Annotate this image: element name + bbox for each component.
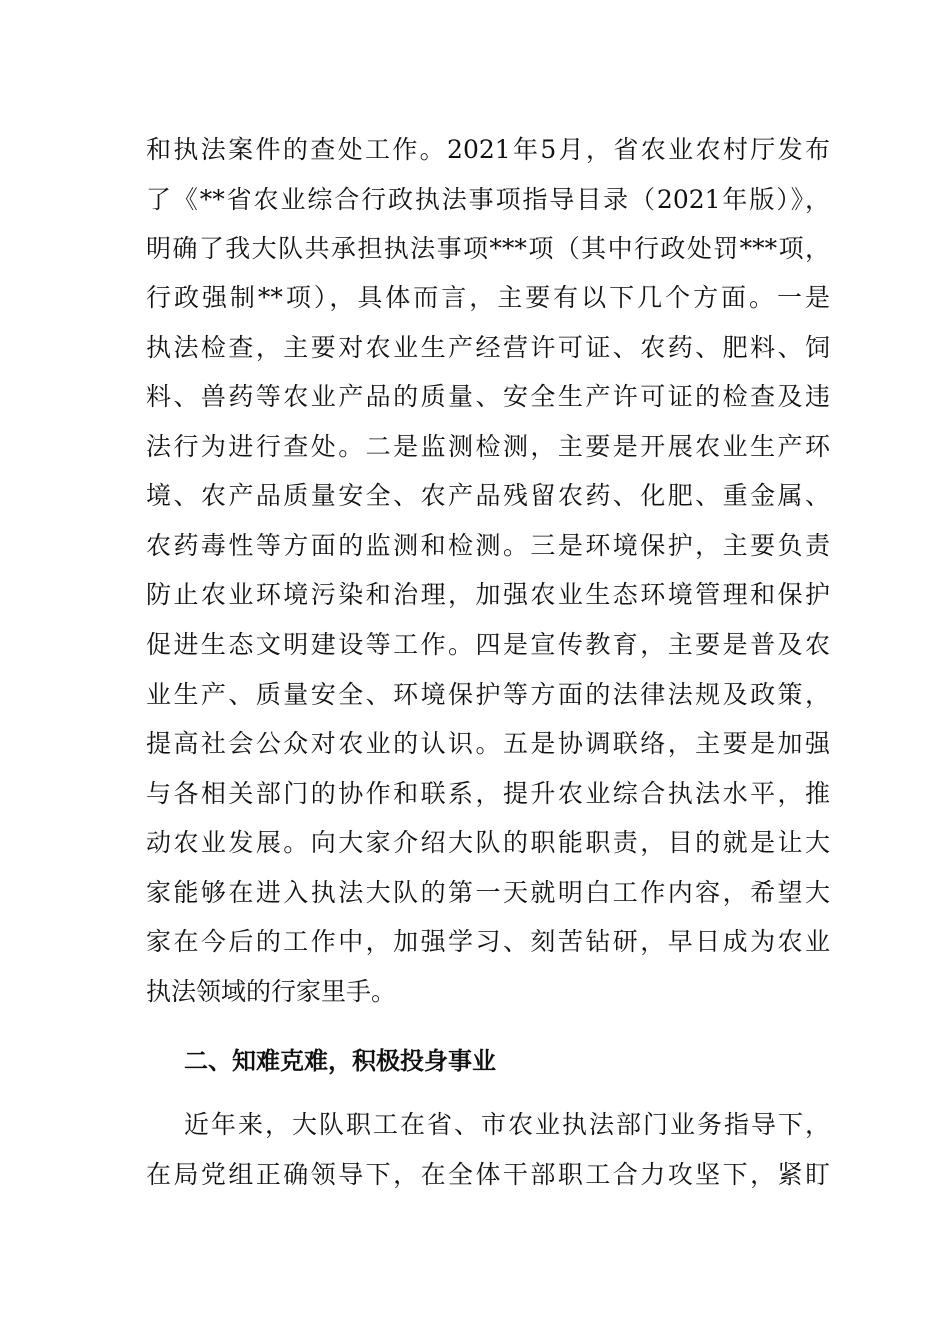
text-line: 在局党组正确领导下，在全体干部职工合力攻坚下，紧盯 bbox=[146, 1160, 830, 1189]
text-line: 农药毒性等方面的监测和检测。三是环境保护，主要负责 bbox=[146, 531, 830, 560]
text-line: 行政强制**项），具体而言，主要有以下几个方面。一是 bbox=[146, 283, 830, 312]
text-line: 防止农业环境污染和治理，加强农业生态环境管理和保护 bbox=[146, 580, 830, 609]
text-line: 境、农产品质量安全、农产品残留农药、化肥、重金属、 bbox=[146, 481, 830, 510]
text-line: 执法领域的行家里手。 bbox=[146, 977, 397, 1006]
text-line: 家能够在进入执法大队的第一天就明白工作内容，希望大 bbox=[146, 878, 830, 907]
text-line: 了《**省农业综合行政执法事项指导目录（2021年版）》， bbox=[146, 185, 830, 214]
text-line: 法行为进行查处。二是监测检测，主要是开展农业生产环 bbox=[146, 432, 830, 461]
section-heading: 二、知难克难，积极投身事业 bbox=[184, 1047, 496, 1075]
text-line: 家在今后的工作中，加强学习、刻苦钻研，早日成为农业 bbox=[146, 927, 830, 956]
text-line: 动农业发展。向大家介绍大队的职能职责，目的就是让大 bbox=[146, 828, 830, 857]
text-line: 与各相关部门的协作和联系，提升农业综合执法水平，推 bbox=[146, 779, 830, 808]
text-line: 和执法案件的查处工作。2021年5月，省农业农村厅发布 bbox=[146, 135, 830, 164]
text-line: 近年来，大队职工在省、市农业执法部门业务指导下， bbox=[184, 1110, 830, 1139]
text-line: 业生产、质量安全、环境保护等方面的法律法规及政策， bbox=[146, 680, 830, 709]
text-line: 明确了我大队共承担执法事项***项（其中行政处罚***项， bbox=[146, 234, 830, 263]
text-line: 促进生态文明建设等工作。四是宣传教育，主要是普及农 bbox=[146, 630, 830, 659]
text-line: 提高社会公众对农业的认识。五是协调联络，主要是加强 bbox=[146, 729, 830, 758]
text-line: 料、兽药等农业产品的质量、安全生产许可证的检查及违 bbox=[146, 382, 830, 411]
text-line: 执法检查，主要对农业生产经营许可证、农药、肥料、饲 bbox=[146, 333, 830, 362]
